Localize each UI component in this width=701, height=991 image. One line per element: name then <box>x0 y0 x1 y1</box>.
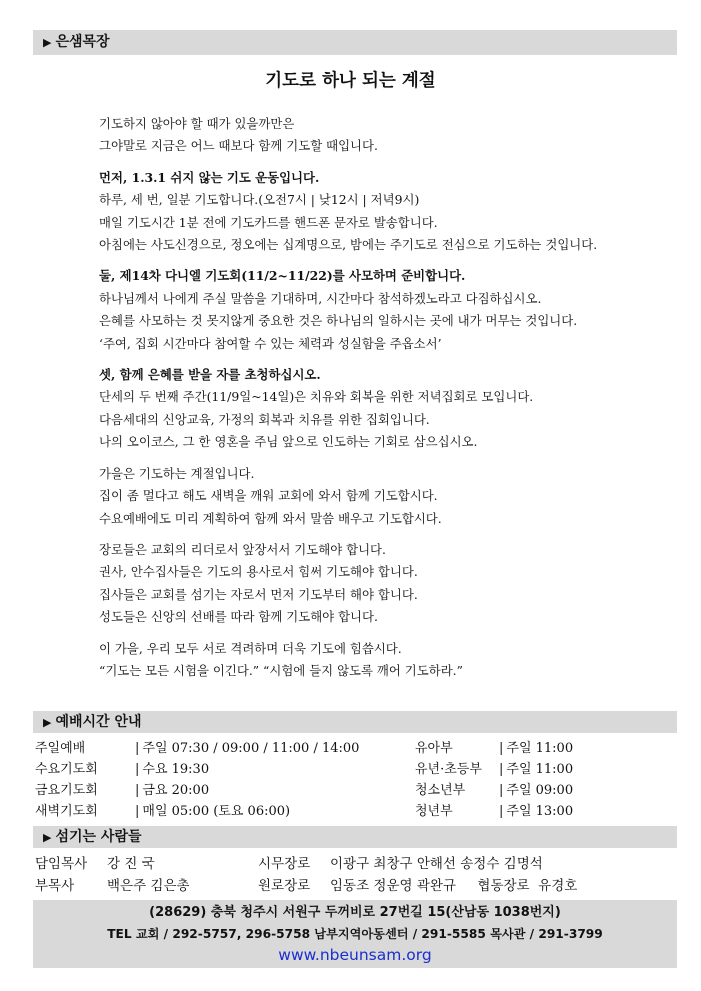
staff-names: 백은주 김은총 <box>107 878 190 894</box>
paragraph-heading: 셋, 함께 은혜를 받을 자를 초청하십시오. <box>99 367 321 383</box>
paragraph-line: 이 가을, 우리 모두 서로 격려하며 더욱 기도에 힘씁시다. <box>99 640 402 656</box>
article-paragraph <box>99 539 669 629</box>
section-title: 예배시간 안내 <box>55 714 142 730</box>
schedule-row <box>35 738 359 759</box>
schedule-label: 청소년부 <box>415 783 466 798</box>
article-paragraph <box>99 113 669 158</box>
section-title: 섬기는 사람들 <box>55 829 142 845</box>
schedule-time: 수요 19:30 <box>142 762 210 777</box>
paragraph-line: 집이 좀 멀다고 해도 새벽을 깨워 교회에 와서 함께 기도합시다. <box>99 488 438 504</box>
paragraph-line: 하루, 세 번, 일분 기도합니다.(오전7시 | 낮12시 | 저녁9시) <box>99 192 420 208</box>
section-header-worship-times <box>33 711 677 733</box>
staff-role: 담임목사 <box>35 856 88 872</box>
section-header-eunsaem <box>33 30 677 55</box>
schedule-label: 청년부 <box>415 804 453 819</box>
staff-row <box>258 853 577 875</box>
footer <box>33 900 677 968</box>
separator: | <box>499 762 504 777</box>
schedule-row <box>415 801 573 822</box>
separator: | <box>135 762 140 777</box>
paragraph-line: 기도하지 않아야 할 때가 있을까만은 <box>99 116 295 131</box>
schedule-label: 유년·초등부 <box>415 762 482 777</box>
staff-names: 이광구 최창구 안해선 송정수 김명석 <box>330 856 543 872</box>
section-title: 은샘목장 <box>55 34 110 50</box>
separator: | <box>499 804 504 819</box>
schedule-label: 금요기도회 <box>35 783 98 798</box>
article-paragraph <box>99 463 669 530</box>
article-title: 기도로 하나 되는 계절 <box>265 71 436 91</box>
separator: | <box>135 804 140 819</box>
staff-row <box>258 875 577 897</box>
paragraph-line: “기도는 모든 시험을 이긴다.” “시험에 들지 않도록 깨어 기도하라.” <box>99 662 463 678</box>
staff-row <box>35 875 190 897</box>
paragraph-line: 성도들은 신앙의 선배를 따라 함께 기도해야 합니다. <box>99 609 378 625</box>
schedule-time: 주일 07:30 / 09:00 / 11:00 / 14:00 <box>142 741 360 756</box>
triangle-right-icon: ▶ <box>43 36 52 49</box>
paragraph-line: 은혜를 사모하는 것 못지않게 중요한 것은 하나님의 일하시는 곳에 내가 머무는 것입니다. <box>99 313 578 329</box>
triangle-right-icon: ▶ <box>43 716 52 729</box>
paragraph-line: ‘주여, 집회 시간마다 참여할 수 있는 체력과 성실함을 주옵소서’ <box>99 335 442 351</box>
staff-role: 부목사 <box>35 878 75 894</box>
paragraph-line: 권사, 안수집사들은 기도의 용사로서 힘써 기도해야 합니다. <box>99 564 418 580</box>
schedule-time: 매일 05:00 (토요 06:00) <box>142 804 291 819</box>
schedule-time: 주일 09:00 <box>506 783 574 798</box>
schedule-row <box>35 759 359 780</box>
paragraph-line: 가을은 기도하는 계절입니다. <box>99 465 255 481</box>
paragraph-line: 하나님께서 나에게 주실 말씀을 기대하며, 시간마다 참석하겠노라고 다짐하십시오. <box>99 290 542 306</box>
schedule-label: 수요기도회 <box>35 762 98 777</box>
article-paragraph <box>99 265 669 355</box>
schedule-row <box>35 780 359 801</box>
paragraph-line: 아침에는 사도신경으로, 정오에는 십계명으로, 밤에는 주기도로 전심으로 기도하는 것입니다. <box>99 237 598 253</box>
staff-role: 시무장로 <box>258 856 311 872</box>
schedule-label: 유아부 <box>415 741 453 756</box>
paragraph-line: 그야말로 지금은 어느 때보다 함께 기도할 때입니다. <box>99 138 378 154</box>
paragraph-line: 집사들은 교회를 섬기는 자로서 먼저 기도부터 해야 합니다. <box>99 586 418 602</box>
staff-row <box>35 853 190 875</box>
article-paragraph <box>99 638 669 683</box>
schedule-time: 주일 13:00 <box>506 804 574 819</box>
schedule-label: 새벽기도회 <box>35 804 98 819</box>
separator: | <box>135 783 140 798</box>
staff-names: 강 진 국 <box>107 856 155 872</box>
separator: | <box>135 741 140 756</box>
church-address: (28629) 충북 청주시 서원구 두꺼비로 27번길 15(산남동 1038번지) <box>149 905 561 920</box>
schedule-label: 주일예배 <box>35 741 86 756</box>
staff-role: 원로장로 <box>258 878 311 894</box>
staff-list-right <box>258 853 577 897</box>
schedule-time: 금요 20:00 <box>142 783 210 798</box>
paragraph-heading: 둘, 제14차 다니엘 기도회(11/2~11/22)를 사모하며 준비합니다. <box>99 268 466 284</box>
schedule-row <box>415 738 573 759</box>
paragraph-line: 나의 오이코스, 그 한 영혼을 주님 앞으로 인도하는 기회로 삼으십시오. <box>99 434 478 450</box>
church-website-link[interactable]: www.nbeunsam.org <box>278 946 432 964</box>
article-paragraph <box>99 364 669 454</box>
paragraph-line: 다음세대의 신앙교육, 가정의 회복과 치유를 위한 집회입니다. <box>99 411 430 427</box>
section-header-staff <box>33 826 677 848</box>
schedule-row <box>415 759 573 780</box>
paragraph-line: 매일 기도시간 1분 전에 기도카드를 핸드폰 문자로 발송합니다. <box>99 214 438 230</box>
church-phone-numbers: TEL 교회 / 292-5757, 296-5758 남부지역아동센터 / 291-5585 목사관 / 291-3799 <box>107 927 603 941</box>
schedule-row <box>35 801 359 822</box>
paragraph-heading: 먼저, 1.3.1 쉬지 않는 기도 운동입니다. <box>99 169 320 185</box>
article-paragraph <box>99 167 669 257</box>
staff-names: 임동조 정운영 곽완규 협동장로 유경호 <box>330 878 578 894</box>
worship-schedule-left <box>35 738 359 822</box>
schedule-time: 주일 11:00 <box>506 741 574 756</box>
schedule-row <box>415 780 573 801</box>
separator: | <box>499 741 504 756</box>
schedule-time: 주일 11:00 <box>506 762 574 777</box>
paragraph-line: 단세의 두 번째 주간(11/9일~14일)은 치유와 회복을 위한 저녁집회로 모입니다. <box>99 389 534 405</box>
triangle-right-icon: ▶ <box>43 831 52 844</box>
paragraph-line: 장로들은 교회의 리더로서 앞장서서 기도해야 합니다. <box>99 541 386 557</box>
separator: | <box>499 783 504 798</box>
paragraph-line: 수요예배에도 미리 계획하여 함께 와서 말씀 배우고 기도합시다. <box>99 510 442 526</box>
article-body <box>99 113 669 691</box>
worship-schedule-right <box>415 738 573 822</box>
staff-list-left <box>35 853 190 897</box>
